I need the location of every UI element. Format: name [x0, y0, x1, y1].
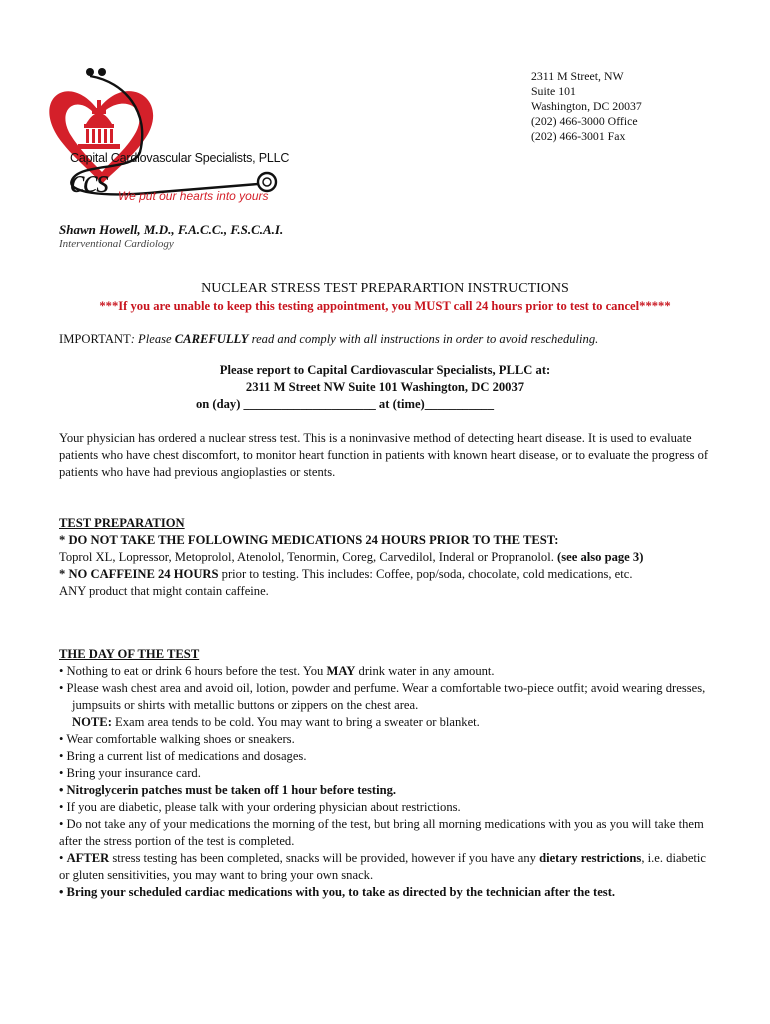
fasting-text: • Nothing to eat or drink 6 hours before the test. You [59, 664, 327, 678]
list-item-snacks [59, 850, 719, 884]
snacks-after: AFTER [66, 851, 110, 865]
list-item-clothing: • Please wash chest area and avoid oil, lotion, powder and perfume. Wear a comfortable two-piece outfit; avoid wearing dresses, jumpsuits or shirts with metallic buttons or zippers on the chest area. [59, 681, 706, 712]
page-title: NUCLEAR STRESS TEST PREPARARTION INSTRUCTIONS [201, 281, 569, 296]
report-line-1: Please report to Capital Cardiovascular Specialists, PLLC at: [219, 363, 551, 377]
address-street: 2311 M Street, NW [531, 69, 624, 83]
list-item-fasting [59, 663, 719, 680]
logo-monogram: ccs [70, 163, 108, 200]
report-location [0, 362, 770, 413]
medications-heading: * DO NOT TAKE THE FOLLOWING MEDICATIONS 24 HOURS PRIOR TO THE TEST: [59, 533, 559, 547]
caffeine-notice [59, 566, 719, 583]
logo-tagline: We put our hearts into yours [118, 189, 269, 203]
intro-paragraph: Your physician has ordered a nuclear stress test. This is a noninvasive method of detecting heart disease. It is used to evaluate patients who have chest discomfort, to monitor heart function in patients with known heart disease, or to evaluate the progress of patients who have had previous angioplasties or stents. [59, 431, 709, 479]
caffeine-bold: * NO CAFFEINE 24 HOURS [59, 567, 219, 581]
caffeine-rest: prior to testing. This includes: Coffee, pop/soda, chocolate, cold medications, etc. [218, 567, 633, 581]
logo-practice-name: Capital Cardiovascular Specialists, PLLC [70, 151, 290, 165]
medications-list [59, 549, 719, 566]
snacks-dietary: dietary restrictions [539, 851, 642, 865]
report-line-2: 2311 M Street NW Suite 101 Washington, DC 20037 [245, 380, 525, 394]
practice-logo [40, 52, 300, 212]
medications-names: Toprol XL, Lopressor, Metoprolol, Atenolol, Tenormin, Coreg, Carvedilol, Inderal or Propranolol. [59, 550, 558, 564]
day-of-test-heading: THE DAY OF THE TEST [59, 647, 200, 661]
list-item-morning-medications: • Do not take any of your medications the morning of the test, but bring all morning medications with you as you will take them after the stress portion of the test is completed. [59, 817, 704, 848]
important-post: read and comply with all instructions in order to avoid rescheduling. [248, 332, 599, 346]
address-block [531, 69, 642, 144]
medications-see-also: (see also page 3) [557, 550, 644, 564]
snacks-text: stress testing has been completed, snacks will be provided, however if you have any [109, 851, 540, 865]
cancellation-warning: ***If you are unable to keep this testing appointment, you MUST call 24 hours prior to test to cancel***** [99, 299, 671, 313]
clothing-note [59, 714, 719, 731]
note-text: Exam area tends to be cold. You may want to bring a sweater or blanket. [111, 715, 480, 729]
address-city: Washington, DC 20037 [531, 99, 642, 113]
note-label: NOTE: [72, 715, 112, 729]
important-pre: : Please [130, 332, 175, 346]
doctor-specialty: Interventional Cardiology [59, 238, 174, 250]
list-item-medication-list: • Bring a current list of medications and dosages. [59, 749, 307, 763]
doctor-name: Shawn Howell, M.D., F.A.C.C., F.S.C.A.I. [59, 222, 284, 237]
important-emphasis: CAREFULLY [174, 332, 249, 346]
address-fax: (202) 466-3001 Fax [531, 129, 626, 143]
caffeine-line-2: ANY product that might contain caffeine. [59, 584, 269, 598]
list-item-cardiac-medications: • Bring your scheduled cardiac medications with you, to take as directed by the technician after the test. [59, 885, 616, 899]
fasting-text-end: drink water in any amount. [355, 664, 495, 678]
test-preparation-section [59, 515, 719, 600]
test-preparation-heading: TEST PREPARATION [59, 516, 185, 530]
snacks-bullet: • [59, 851, 67, 865]
address-suite: Suite 101 [531, 84, 576, 98]
list-item-shoes: • Wear comfortable walking shoes or sneakers. [59, 732, 295, 746]
day-of-test-section [59, 646, 719, 901]
list-item-insurance: • Bring your insurance card. [59, 766, 201, 780]
important-notice [59, 332, 598, 347]
snacks-text-end: , i.e. diabetic or gluten sensitivities, you may want to bring your own snack. [59, 851, 707, 882]
list-item-nitroglycerin: • Nitroglycerin patches must be taken off 1 hour before testing. [59, 783, 397, 797]
address-office-phone: (202) 466-3000 Office [531, 114, 638, 128]
fasting-bold: MAY [326, 664, 356, 678]
list-item-diabetic: • If you are diabetic, please talk with your ordering physician about restrictions. [59, 800, 461, 814]
important-label: IMPORTANT [59, 332, 131, 346]
report-date-time-line: on (day) _____________________ at (time)___________ [195, 397, 495, 411]
